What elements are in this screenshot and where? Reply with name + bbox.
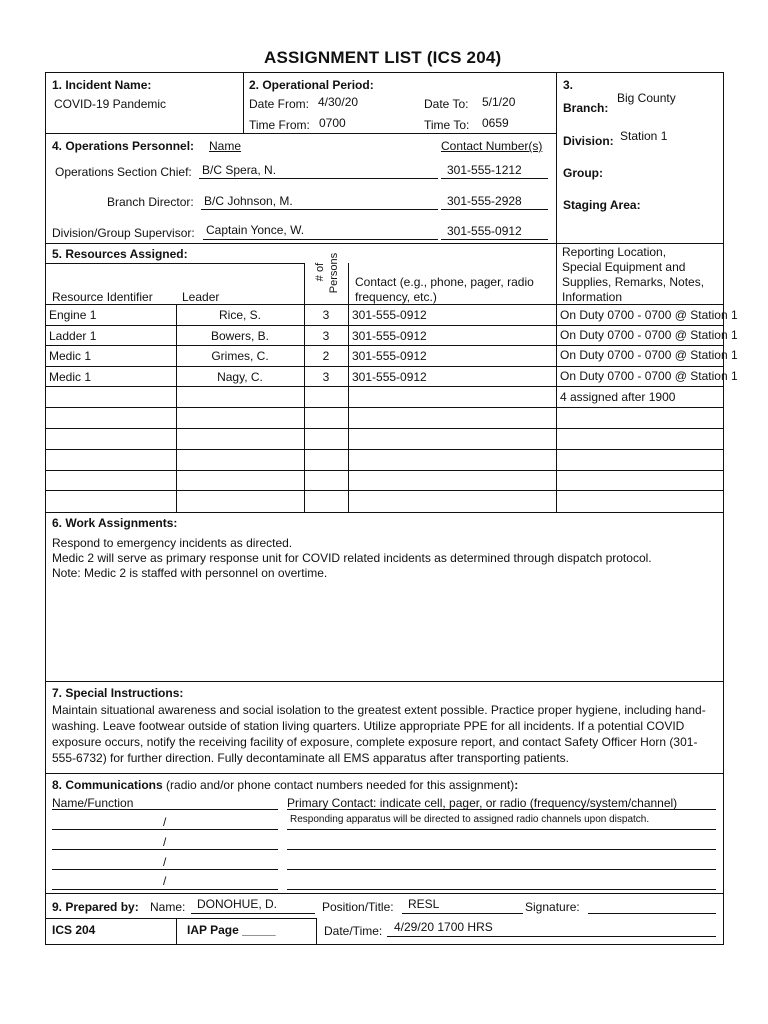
position-title-label: Position/Title: bbox=[322, 900, 394, 914]
resource-remarks[interactable]: 4 assigned after 1900 bbox=[560, 390, 676, 404]
resource-id[interactable]: Engine 1 bbox=[49, 308, 97, 322]
frame-right bbox=[723, 72, 724, 944]
divider bbox=[556, 72, 557, 512]
ops-chief-name[interactable]: B/C Spera, N. bbox=[202, 163, 277, 177]
col-contact-2: frequency, etc.) bbox=[355, 290, 437, 304]
resource-remarks[interactable]: On Duty 0700 - 0700 @ Station 1 bbox=[560, 348, 738, 362]
communications-colon: : bbox=[514, 778, 519, 792]
resource-contact[interactable]: 301-555-0912 bbox=[352, 329, 427, 343]
resource-id[interactable]: Medic 1 bbox=[49, 349, 92, 363]
divider bbox=[45, 512, 724, 513]
col-remarks-4: Information bbox=[562, 290, 623, 304]
form-title: ASSIGNMENT LIST (ICS 204) bbox=[264, 48, 502, 67]
section3-label: 3. bbox=[563, 78, 574, 92]
divider bbox=[348, 263, 349, 512]
resource-persons[interactable]: 3 bbox=[322, 370, 330, 384]
divider bbox=[176, 918, 177, 944]
prepared-name-label: Name: bbox=[150, 900, 186, 914]
col-persons-2: Persons bbox=[328, 252, 340, 294]
work-assignment-line: Note: Medic 2 is staffed with personnel on overtime. bbox=[52, 566, 328, 580]
resource-contact[interactable]: 301-555-0912 bbox=[352, 370, 427, 384]
divider bbox=[45, 345, 724, 346]
date-from-value[interactable]: 4/30/20 bbox=[318, 95, 359, 109]
divider bbox=[45, 263, 304, 264]
primary-contact-entry[interactable]: Responding apparatus will be directed to assigned radio channels upon dispatch. bbox=[290, 814, 650, 825]
col-contact-1: Contact (e.g., phone, pager, radio bbox=[355, 275, 534, 289]
division-supervisor-name[interactable]: Captain Yonce, W. bbox=[206, 223, 305, 237]
prepared-by-label: 9. Prepared by: bbox=[52, 900, 139, 914]
resource-remarks[interactable]: On Duty 0700 - 0700 @ Station 1 bbox=[560, 328, 738, 342]
branch-director-name[interactable]: B/C Johnson, M. bbox=[204, 194, 293, 208]
col-leader: Leader bbox=[182, 290, 220, 304]
ops-chief-label: Operations Section Chief: bbox=[55, 165, 192, 179]
slash: / bbox=[163, 874, 167, 888]
branch-director-contact[interactable]: 301-555-2928 bbox=[447, 194, 522, 208]
prepared-name-value[interactable]: DONOHUE, D. bbox=[197, 897, 278, 911]
incident-name-value[interactable]: COVID-19 Pandemic bbox=[54, 97, 167, 111]
iap-page: IAP Page _____ bbox=[187, 923, 276, 937]
resource-remarks[interactable]: On Duty 0700 - 0700 @ Station 1 bbox=[560, 369, 738, 383]
slash: / bbox=[163, 815, 167, 829]
underline bbox=[199, 178, 438, 179]
signature-field[interactable] bbox=[588, 913, 716, 914]
operations-personnel-label: 4. Operations Personnel: bbox=[52, 139, 195, 153]
divider bbox=[304, 263, 305, 512]
primary-contact-field[interactable] bbox=[287, 889, 716, 890]
time-to-label: Time To: bbox=[424, 118, 470, 132]
work-assignments-label: 6. Work Assignments: bbox=[52, 516, 178, 530]
resource-persons[interactable]: 3 bbox=[322, 308, 330, 322]
staging-area-label: Staging Area: bbox=[563, 198, 641, 212]
name-header: Name bbox=[209, 139, 242, 153]
col-persons-1: # of bbox=[314, 262, 326, 282]
resource-id[interactable]: Ladder 1 bbox=[49, 329, 97, 343]
name-function-field[interactable] bbox=[52, 889, 278, 890]
resource-contact[interactable]: 301-555-0912 bbox=[352, 349, 427, 363]
col-remarks-2: Special Equipment and bbox=[562, 260, 686, 274]
frame-bottom bbox=[45, 944, 724, 945]
name-function-field[interactable] bbox=[52, 849, 278, 850]
divider bbox=[45, 470, 724, 471]
resource-id[interactable]: Medic 1 bbox=[49, 370, 92, 384]
operational-period-label: 2. Operational Period: bbox=[249, 78, 374, 92]
time-from-label: Time From: bbox=[249, 118, 310, 132]
underline bbox=[287, 809, 716, 810]
branch-value[interactable]: Big County bbox=[617, 91, 676, 105]
divider bbox=[45, 325, 724, 326]
divider bbox=[45, 449, 724, 450]
special-instructions-text: Maintain situational awareness and social isolation to the greatest extent possible. Practice proper hygiene, including hand-washing. Leave footwear outside of station living quarters. Utilize appropriate PPE for all incidents. If a potential COVID exposure occurs, notify the receiving facility of exposure, complete exposure report, and contact Safety Officer Horn (301-555-6732) for further direction. Fully decontaminate all EMS apparatus after transporting patients. bbox=[52, 703, 706, 765]
underline bbox=[402, 913, 523, 914]
slash: / bbox=[163, 835, 167, 849]
divider bbox=[45, 918, 316, 919]
resource-leader[interactable]: Grimes, C. bbox=[211, 349, 269, 363]
date-time-label: Date/Time: bbox=[324, 924, 383, 938]
resource-remarks[interactable]: On Duty 0700 - 0700 @ Station 1 bbox=[560, 308, 738, 322]
primary-contact-field[interactable] bbox=[287, 869, 716, 870]
signature-label: Signature: bbox=[525, 900, 580, 914]
incident-name-label: 1. Incident Name: bbox=[52, 78, 152, 92]
communications-label: 8. Communications bbox=[52, 778, 163, 792]
communications-header bbox=[52, 778, 518, 792]
name-function-field[interactable] bbox=[52, 869, 278, 870]
date-to-label: Date To: bbox=[424, 97, 469, 111]
division-supervisor-label: Division/Group Supervisor: bbox=[52, 226, 195, 240]
work-assignment-line: Respond to emergency incidents as directed. bbox=[52, 536, 293, 550]
divider bbox=[45, 407, 724, 408]
underline bbox=[287, 829, 716, 830]
divider bbox=[45, 893, 724, 894]
resource-contact[interactable]: 301-555-0912 bbox=[352, 308, 427, 322]
branch-label: Branch: bbox=[563, 101, 609, 115]
primary-contact-field[interactable] bbox=[287, 849, 716, 850]
time-from-value[interactable]: 0700 bbox=[319, 116, 346, 130]
resource-leader[interactable]: Bowers, B. bbox=[210, 329, 270, 343]
divider bbox=[45, 304, 724, 305]
work-assignment-line: Medic 2 will serve as primary response unit for COVID related incidents as determined through dispatch protocol. bbox=[52, 551, 652, 565]
name-function-field[interactable] bbox=[52, 829, 278, 830]
underline bbox=[201, 209, 438, 210]
position-title-value[interactable]: RESL bbox=[408, 897, 440, 911]
resource-persons[interactable]: 3 bbox=[322, 329, 330, 343]
date-time-value[interactable]: 4/29/20 1700 HRS bbox=[394, 920, 493, 934]
col-remarks-1: Reporting Location, bbox=[562, 245, 667, 259]
division-supervisor-contact[interactable]: 301-555-0912 bbox=[447, 224, 522, 238]
contact-header: Contact Number(s) bbox=[441, 139, 543, 153]
underline bbox=[441, 239, 548, 240]
slash: / bbox=[163, 855, 167, 869]
frame-left bbox=[45, 72, 46, 944]
underline bbox=[191, 913, 315, 914]
underline bbox=[441, 209, 548, 210]
divider bbox=[45, 386, 724, 387]
name-function-header: Name/Function bbox=[52, 796, 134, 810]
underline bbox=[52, 809, 278, 810]
divider bbox=[316, 918, 317, 944]
divider bbox=[45, 490, 724, 491]
date-to-value[interactable]: 5/1/20 bbox=[482, 95, 516, 109]
col-resource-identifier: Resource Identifier bbox=[52, 290, 153, 304]
special-instructions-label: 7. Special Instructions: bbox=[52, 686, 184, 700]
ops-chief-contact[interactable]: 301-555-1212 bbox=[447, 163, 522, 177]
frame-top bbox=[45, 72, 724, 73]
division-label: Division: bbox=[563, 134, 614, 148]
date-from-label: Date From: bbox=[249, 97, 310, 111]
resources-assigned-label: 5. Resources Assigned: bbox=[52, 247, 188, 261]
resource-leader[interactable]: Rice, S. bbox=[218, 308, 261, 322]
branch-director-label: Branch Director: bbox=[107, 195, 194, 209]
divider bbox=[45, 133, 556, 134]
divider bbox=[45, 428, 724, 429]
divider bbox=[45, 681, 724, 682]
group-label: Group: bbox=[563, 166, 603, 180]
division-value[interactable]: Station 1 bbox=[620, 129, 668, 143]
divider bbox=[45, 366, 724, 367]
divider bbox=[45, 243, 724, 244]
time-to-value[interactable]: 0659 bbox=[482, 116, 509, 130]
form-id: ICS 204 bbox=[52, 923, 96, 937]
resource-persons[interactable]: 2 bbox=[322, 349, 330, 363]
resource-leader[interactable]: Nagy, C. bbox=[217, 370, 263, 384]
communications-sublabel: (radio and/or phone contact numbers needed for this assignment) bbox=[166, 778, 515, 792]
primary-contact-header: Primary Contact: indicate cell, pager, or radio (frequency/system/channel) bbox=[287, 796, 678, 810]
col-remarks-3: Supplies, Remarks, Notes, bbox=[562, 275, 705, 289]
underline bbox=[203, 239, 438, 240]
divider bbox=[45, 773, 724, 774]
underline bbox=[387, 936, 716, 937]
underline bbox=[441, 178, 548, 179]
divider bbox=[243, 72, 244, 133]
